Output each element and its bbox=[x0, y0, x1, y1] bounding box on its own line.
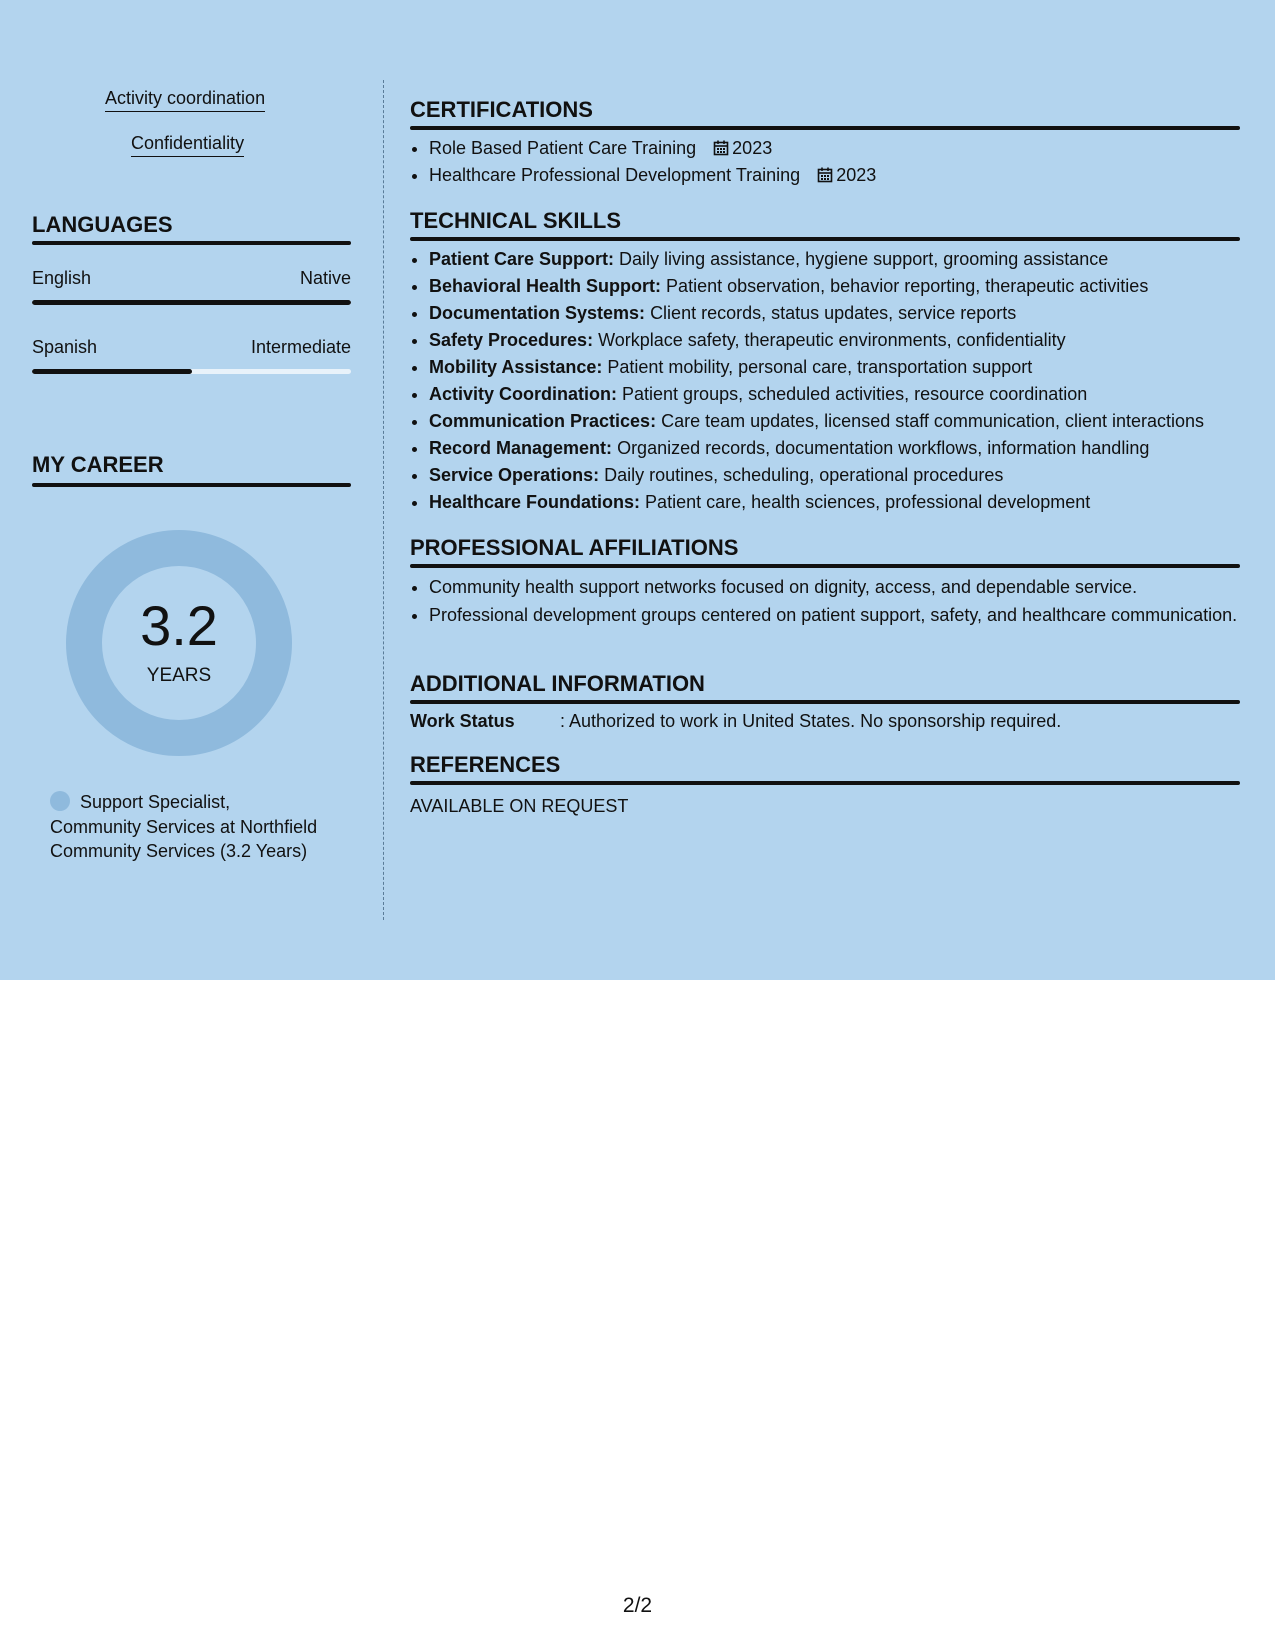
column-divider bbox=[383, 80, 384, 920]
affiliation-item: • Professional development groups centered on patient support, safety, and healthcare communication. bbox=[429, 603, 1259, 628]
language-proficiency-fill bbox=[32, 300, 351, 305]
technical-skill-item bbox=[429, 327, 1259, 354]
career-total-unit: YEARS bbox=[146, 665, 212, 686]
career-legend-dot bbox=[50, 791, 70, 811]
skill-tag: Confidentiality bbox=[131, 133, 244, 157]
language-proficiency-bar bbox=[32, 300, 351, 305]
skill-label: Patient Care Support: bbox=[429, 249, 615, 269]
additional-info-rule bbox=[410, 700, 1240, 704]
certification-year: 2023 bbox=[732, 138, 773, 158]
certification-year: 2023 bbox=[836, 165, 877, 185]
technical-skills-list bbox=[410, 246, 1259, 516]
certification-name: Role Based Patient Care Training bbox=[429, 138, 697, 158]
technical-skill-item bbox=[429, 273, 1259, 300]
skill-text: Workplace safety, therapeutic environments, confidentiality bbox=[598, 330, 1066, 350]
affiliations-title: PROFESSIONAL AFFILIATIONS bbox=[410, 535, 739, 560]
career-entry-text: Support Specialist, Community Services at Northfield Community Services (3.2 Years) bbox=[50, 792, 318, 861]
languages-rule bbox=[32, 241, 351, 245]
skill-text: Patient groups, scheduled activities, resource coordination bbox=[622, 384, 1088, 404]
career-total-years: 3.2 bbox=[140, 594, 218, 657]
skill-label: Mobility Assistance: bbox=[429, 357, 603, 377]
skill-label: Behavioral Health Support: bbox=[429, 276, 662, 296]
skill-text: Organized records, documentation workflows, information handling bbox=[617, 438, 1150, 458]
skill-label: Safety Procedures: bbox=[429, 330, 594, 350]
career-entry bbox=[50, 790, 320, 864]
technical-skills-title: TECHNICAL SKILLS bbox=[410, 208, 622, 233]
skill-text: Daily routines, scheduling, operational procedures bbox=[604, 465, 1004, 485]
skill-text: Client records, status updates, service reports bbox=[650, 303, 1017, 323]
technical-skill-item bbox=[429, 462, 1259, 489]
skill-label: Communication Practices: bbox=[429, 411, 657, 431]
technical-skill-item bbox=[429, 381, 1259, 408]
certification-item bbox=[429, 162, 1259, 189]
work-status-value: : Authorized to work in United States. No sponsorship required. bbox=[560, 711, 1062, 731]
skill-label: Record Management: bbox=[429, 438, 613, 458]
affiliations-rule bbox=[410, 564, 1240, 568]
skill-label: Service Operations: bbox=[429, 465, 600, 485]
certifications-rule bbox=[410, 126, 1240, 130]
technical-skill-item bbox=[429, 408, 1259, 435]
references-text: AVAILABLE ON REQUEST bbox=[410, 796, 629, 816]
technical-skill-item bbox=[429, 246, 1259, 273]
language-proficiency-fill bbox=[32, 369, 192, 374]
page-number: 2/2 bbox=[622, 1594, 653, 1617]
skill-text: Patient observation, behavior reporting, therapeutic activities bbox=[666, 276, 1149, 296]
calendar-icon bbox=[817, 167, 833, 183]
affiliations-list bbox=[410, 575, 1259, 630]
skill-label: Activity Coordination: bbox=[429, 384, 617, 404]
career-title: MY CAREER bbox=[32, 452, 164, 477]
certification-name: Healthcare Professional Development Training bbox=[429, 165, 801, 185]
work-status-label: Work Status bbox=[410, 711, 515, 731]
language-proficiency-bar bbox=[32, 369, 351, 374]
affiliation-item: • Community health support networks focused on dignity, access, and dependable service. bbox=[429, 575, 1259, 600]
skill-tag: Activity coordination bbox=[105, 88, 265, 112]
skill-label: Healthcare Foundations: bbox=[429, 492, 641, 512]
technical-skill-item bbox=[429, 354, 1259, 381]
skill-text: Patient care, health sciences, professional development bbox=[645, 492, 1091, 512]
language-name: English bbox=[32, 268, 92, 288]
career-rule bbox=[32, 483, 351, 487]
calendar-icon bbox=[713, 140, 729, 156]
technical-skill-item bbox=[429, 300, 1259, 327]
skill-text: Daily living assistance, hygiene support, grooming assistance bbox=[619, 249, 1109, 269]
certifications-list bbox=[410, 135, 1259, 189]
languages-title: LANGUAGES bbox=[32, 212, 173, 237]
language-level: Intermediate bbox=[250, 337, 351, 357]
references-title: REFERENCES bbox=[410, 752, 561, 777]
work-status-row bbox=[410, 711, 1061, 732]
certification-item bbox=[429, 135, 1259, 162]
additional-info-title: ADDITIONAL INFORMATION bbox=[410, 671, 705, 696]
language-name: Spanish bbox=[32, 337, 98, 357]
skill-text: Care team updates, licensed staff communication, client interactions bbox=[661, 411, 1205, 431]
language-level: Native bbox=[299, 268, 351, 288]
technical-skill-item bbox=[429, 489, 1259, 516]
technical-skills-rule bbox=[410, 237, 1240, 241]
references-rule bbox=[410, 781, 1240, 785]
skill-text: Patient mobility, personal care, transportation support bbox=[607, 357, 1033, 377]
skill-label: Documentation Systems: bbox=[429, 303, 646, 323]
technical-skill-item bbox=[429, 435, 1259, 462]
certifications-title: CERTIFICATIONS bbox=[410, 97, 593, 122]
